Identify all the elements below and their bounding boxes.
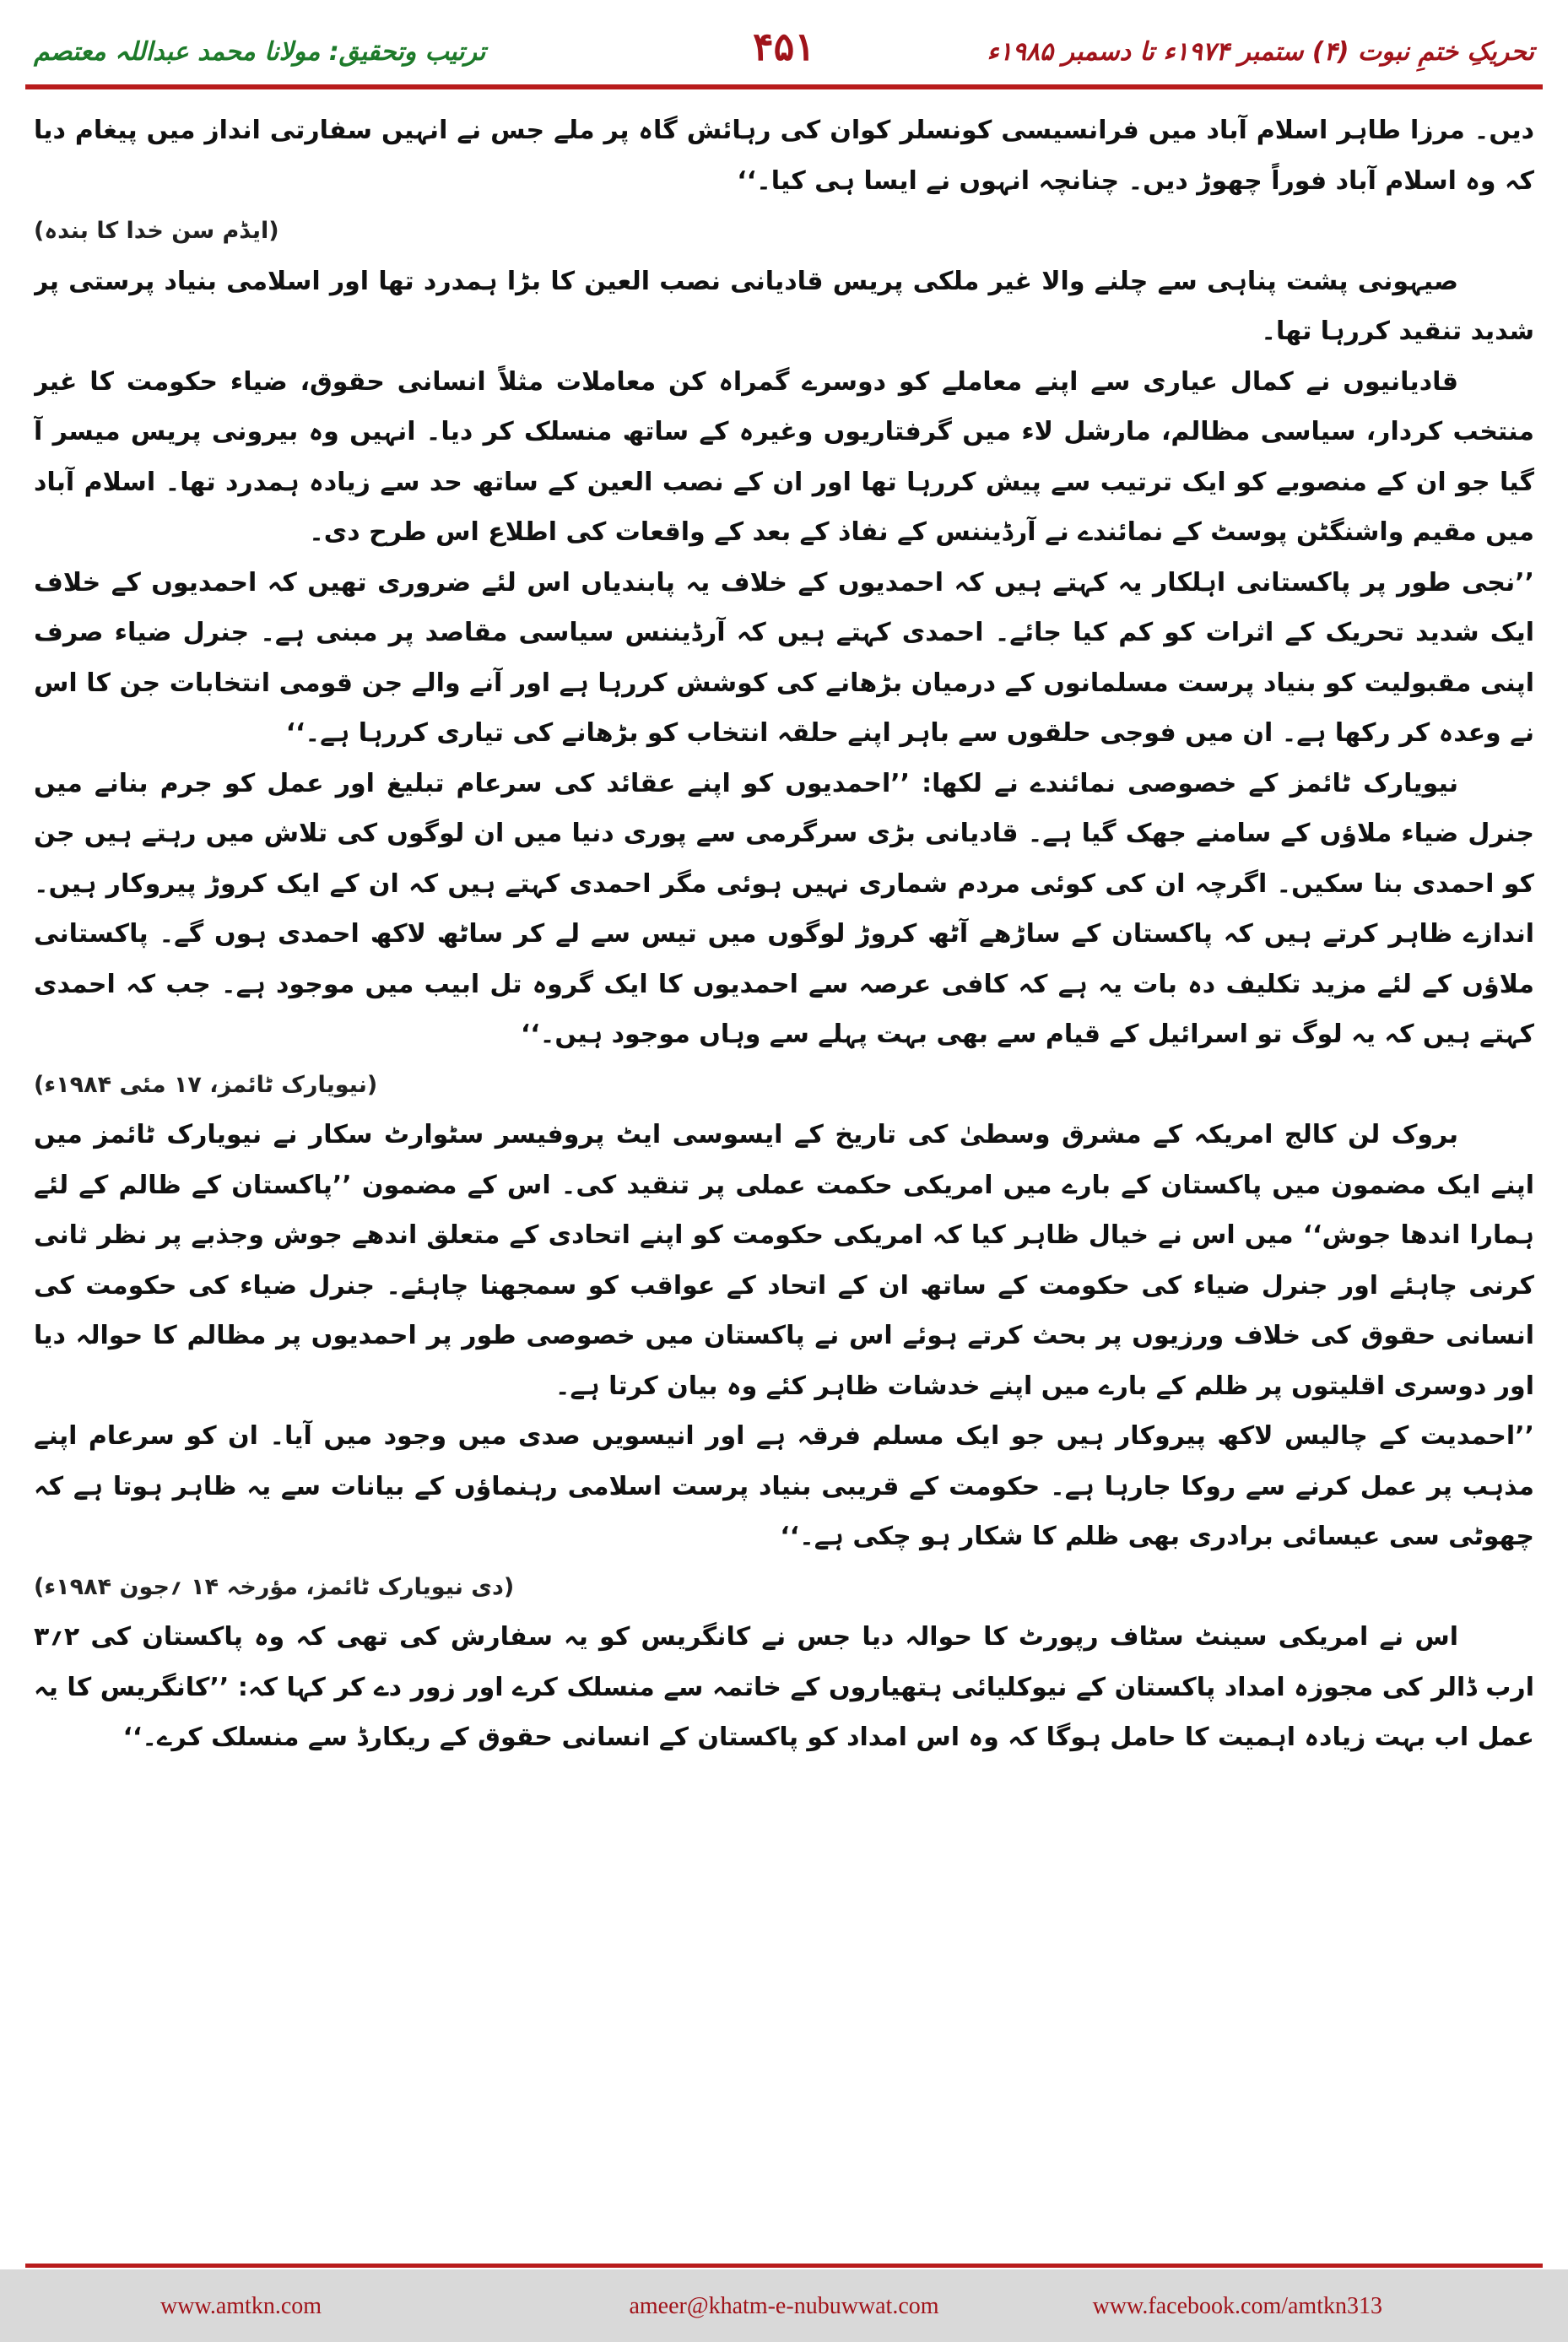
page-body bbox=[34, 105, 1534, 2253]
paragraph-7-quote: ’’احمدیت کے چالیس لاکھ پیروکار ہیں جو ایک مسلم فرقہ ہے اور انیسویں صدی میں وجود میں آیا۔ ان کو سرعام اپنے مذہب پر عمل کرنے سے روکا جارہا ہے۔ حکومت کے قریبی بنیاد پرست اسلامی رہنماؤں کے بیانات سے یہ ظاہر ہوتا ہے کہ چھوٹی سی عیسائی برادری بھی ظلم کا شکار ہو چکی ہے۔‘‘ bbox=[34, 1421, 1534, 1551]
page-number: ۴۵۱ bbox=[752, 24, 816, 69]
email-link[interactable]: ameer@khatm-e-nubuwwat.com bbox=[629, 2293, 939, 2319]
footer-divider bbox=[25, 2264, 1543, 2268]
page-footer bbox=[0, 2269, 1568, 2342]
compiler-credit: ترتیب وتحقیق: مولانا محمد عبداللہ معتصم bbox=[34, 37, 486, 67]
paragraph-6: بروک لن کالج امریکہ کے مشرق وسطیٰ کی تاریخ کے ایسوسی ایٹ پروفیسر سٹوارٹ سکار نے نیویارک ٹائمز میں اپنے ایک مضمون میں پاکستان کے بارے میں امریکی حکمت عملی پر تنقید کی۔ اس کے مضمون ’’پاکستان کے ظالم کے لئے ہمارا اندھا جوش‘‘ میں اس نے خیال ظاہر کیا کہ امریکی حکومت کو اپنے اتحادی کے متعلق اندھے جوش وجذبے پر نظر ثانی کرنی چاہئے اور جنرل ضیاء کی حکومت کے ساتھ ان کے اتحاد کے عواقب کو سمجھنا چاہئے۔ جنرل ضیاء کی حکومت کی انسانی حقوق کی خلاف ورزیوں پر بحث کرتے ہوئے اس نے پاکستان میں خصوصی طور پر احمدیوں پر مظالم کا حوالہ دیا اور دوسری اقلیتوں پر ظلم کے بارے میں اپنے خدشات ظاہر کئے وہ بیان کرتا ہے۔ bbox=[34, 1120, 1534, 1401]
paragraph-5: نیویارک ٹائمز کے خصوصی نمائندے نے لکھا: ’’احمدیوں کو اپنے عقائد کی سرعام تبلیغ اور عمل کو جرم بنانے میں جنرل ضیاء ملاؤں کے سامنے جھک گیا ہے۔ قادیانی بڑی سرگرمی سے پوری دنیا میں ان لوگوں کی تلاش میں رہتے ہیں جن کو احمدی بنا سکیں۔ اگرچہ ان کی کوئی مردم شماری نہیں ہوئی مگر احمدی کہتے ہیں کہ ان کے ایک کروڑ پیروکار ہیں۔ اندازے ظاہر کرتے ہیں کہ پاکستان کے ساڑھے آٹھ کروڑ لوگوں میں تیس سے لے کر ساٹھ لاکھ احمدی ہوں گے۔ پاکستانی ملاؤں کے لئے مزید تکلیف دہ بات یہ ہے کہ کافی عرصہ سے احمدیوں کا ایک گروہ تل ابیب میں موجود ہے۔ جب کہ احمدی کہتے ہیں کہ یہ لوگ تو اسرائیل کے قیام سے بھی بہت پہلے سے وہاں موجود ہیں۔‘‘ bbox=[34, 768, 1534, 1049]
source-citation-2: (نیویارک ٹائمز، ۱۷ مئی ۱۹۸۴ء) bbox=[34, 1071, 378, 1098]
book-title: تحریکِ ختمِ نبوت (۴) ستمبر ۱۹۷۴ء تا دسمبر ۱۹۸۵ء bbox=[987, 37, 1534, 67]
paragraph-8: اس نے امریکی سینٹ سٹاف رپورٹ کا حوالہ دیا جس نے کانگریس کو یہ سفارش کی تھی کہ وہ پاکستان کی ۲؍۳ ارب ڈالر کی مجوزہ امداد پاکستان کے نیوکلیائی ہتھیاروں کے خاتمہ سے منسلک کرے اور زور دے کر کہا کہ: ’’کانگریس کا یہ عمل اب بہت زیادہ اہمیت کا حامل ہوگا کہ وہ اس امداد کو پاکستان کے انسانی حقوق کے ریکارڈ سے منسلک کرے۔‘‘ bbox=[34, 1622, 1534, 1752]
source-citation-1: (ایڈم سن خدا کا بندہ) bbox=[34, 218, 279, 244]
header-divider bbox=[25, 84, 1543, 89]
website-link[interactable]: www.amtkn.com bbox=[160, 2293, 322, 2319]
facebook-link[interactable]: www.facebook.com/amtkn313 bbox=[1092, 2293, 1382, 2319]
paragraph-4-quote: ’’نجی طور پر پاکستانی اہلکار یہ کہتے ہیں کہ احمدیوں کے خلاف یہ پابندیاں اس لئے ضروری تھیں کہ احمدیوں کے خلاف ایک شدید تحریک کے اثرات کو کم کیا جائے۔ احمدی کہتے ہیں کہ آرڈیننس سیاسی مقاصد پر مبنی ہے۔ جنرل ضیاء صرف اپنی مقبولیت کو بنیاد پرست مسلمانوں کے درمیان بڑھانے کی کوشش کررہا ہے اور آنے والے جن قومی انتخابات جن کا اس نے وعدہ کر رکھا ہے۔ ان میں فوجی حلقوں سے باہر اپنے حلقہ انتخاب کو بڑھانے کی تیاری کررہا ہے۔‘‘ bbox=[34, 567, 1534, 748]
page-header bbox=[25, 19, 1543, 78]
paragraph-1: دیں۔ مرزا طاہر اسلام آباد میں فرانسیسی کونسلر کوان کی رہائش گاہ پر ملے جس نے انہیں سفارتی انداز میں پیغام دیا کہ وہ اسلام آباد فوراً چھوڑ دیں۔ چنانچہ انہوں نے ایسا ہی کیا۔‘‘ bbox=[34, 116, 1534, 196]
paragraph-3: قادیانیوں نے کمال عیاری سے اپنے معاملے کو دوسرے گمراہ کن معاملات مثلاً انسانی حقوق، ضیاء حکومت کا غیر منتخب کردار، سیاسی مظالم، مارشل لاء میں گرفتاریوں وغیرہ کے ساتھ منسلک کر دیا۔ انہیں وہ بیرونی پریس میسر آ گیا جو ان کے منصوبے کو ایک ترتیب سے پیش کررہا تھا اور ان کے نصب العین کے ساتھ حد سے زیادہ ہمدرد تھا۔ اسلام آباد میں مقیم واشنگٹن پوسٹ کے نمائندے نے آرڈیننس کے نفاذ کے بعد کے واقعات کی اطلاع اس طرح دی۔ bbox=[34, 366, 1534, 547]
paragraph-2: صیہونی پشت پناہی سے چلنے والا غیر ملکی پریس قادیانی نصب العین کا بڑا ہمدرد تھا اور اسلامی بنیاد پرستی پر شدید تنقید کررہا تھا۔ bbox=[34, 266, 1534, 346]
source-citation-3: (دی نیویارک ٹائمز، مؤرخہ ۱۴ ؍جون ۱۹۸۴ء) bbox=[34, 1573, 515, 1600]
